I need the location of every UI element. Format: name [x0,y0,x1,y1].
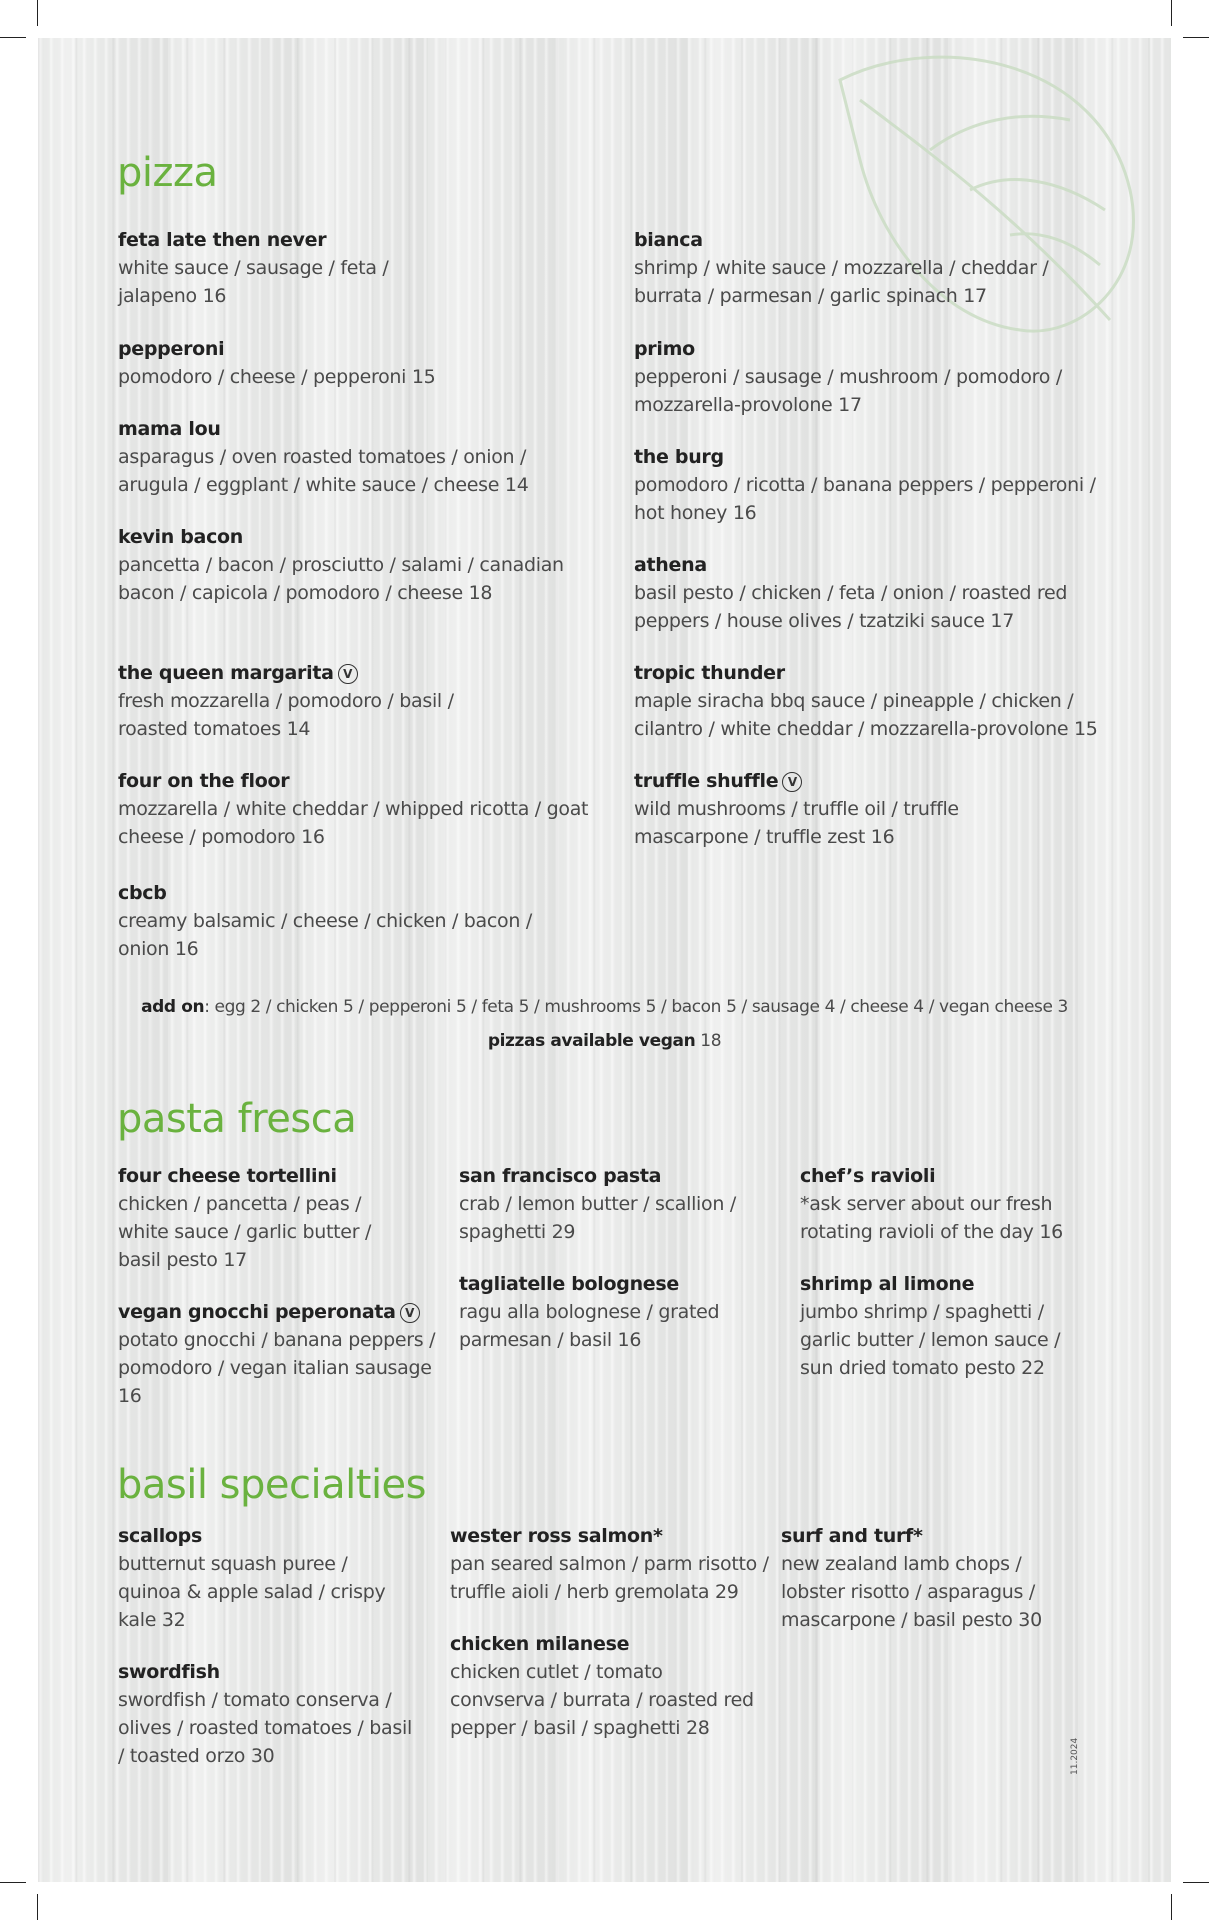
vegan-v-icon: V [338,664,358,684]
item-name: swordfish [118,1661,220,1683]
vegan-v-icon: V [782,772,802,792]
item-name-text: vegan gnocchi peperonata [118,1301,396,1323]
item-description: pancetta / bacon / prosciutto / salami / canadian bacon / capicola / pomodoro / cheese 18 [118,554,564,604]
section-title-pizza: pizza [117,150,218,196]
item-name: kevin bacon [118,526,244,548]
menu-item [800,1162,1090,1246]
crop-mark [0,37,26,38]
item-name: four on the floor [118,770,290,792]
item-description: shrimp / white sauce / mozzarella / cheddar / burrata / parmesan / garlic spinach 17 [634,257,1049,307]
item-name: surf and turf* [781,1525,923,1547]
item-description: chicken cutlet / tomato convserva / burrata / roasted red pepper / basil / spaghetti 28 [450,1661,754,1739]
item-description: basil pesto / chicken / feta / onion / roasted red peppers / house olives / tzatziki sauce 17 [634,582,1068,632]
item-description: pomodoro / ricotta / banana peppers / pepperoni / hot honey 16 [634,474,1096,524]
item-description: potato gnocchi / banana peppers / pomodoro / vegan italian sausage 16 [118,1329,436,1407]
item-name [118,1298,448,1326]
menu-item [118,1522,398,1634]
addon-text: : egg 2 / chicken 5 / pepperoni 5 / feta 5 / mushrooms 5 / bacon 5 / sausage 4 / cheese 4 / vegan cheese 3 [204,997,1068,1017]
item-name [118,659,478,687]
item-description: wild mushrooms / truffle oil / truffle mascarpone / truffle zest 16 [634,798,959,848]
item-name: the burg [634,446,724,468]
item-description: creamy balsamic / cheese / chicken / bacon / onion 16 [118,910,532,960]
item-name: chef’s ravioli [800,1165,936,1187]
item-description: pepperoni / sausage / mushroom / pomodoro / mozzarella-provolone 17 [634,366,1062,416]
item-description: chicken / pancetta / peas / white sauce / garlic butter / basil pesto 17 [118,1193,372,1271]
menu-item [118,335,538,391]
crop-mark [1183,1882,1209,1883]
crop-mark [1171,0,1172,26]
menu-item [634,226,1089,310]
menu-item [450,1630,760,1742]
crop-mark [1183,37,1209,38]
menu-item [634,443,1119,527]
vegan-note-label: pizzas available vegan [487,1031,696,1051]
section-title-pasta: pasta fresca [117,1096,357,1142]
item-name: athena [634,554,707,576]
menu-item [634,551,1104,635]
item-name: cbcb [118,882,167,904]
menu-item [634,659,1134,743]
item-name: pepperoni [118,338,225,360]
item-name: mama lou [118,418,221,440]
menu-item [450,1522,775,1606]
vegan-v-icon: V [400,1303,420,1323]
item-name: bianca [634,229,703,251]
item-name: feta late then never [118,229,327,251]
menu-item [118,879,558,963]
item-description: *ask server about our fresh rotating ravioli of the day 16 [800,1193,1063,1243]
item-name: san francisco pasta [459,1165,662,1187]
crop-mark [1171,1894,1172,1920]
menu-item [459,1270,749,1354]
addon-line [0,997,1209,1017]
menu-item [118,415,538,499]
item-name: scallops [118,1525,202,1547]
crop-mark [37,0,38,26]
item-description: jumbo shrimp / spaghetti / garlic butter / lemon sauce / sun dried tomato pesto 22 [800,1301,1061,1379]
menu-item [634,767,994,851]
item-description: crab / lemon butter / scallion / spaghetti 29 [459,1193,736,1243]
menu-item [118,1162,388,1274]
item-description: asparagus / oven roasted tomatoes / onion / arugula / eggplant / white sauce / cheese 14 [118,446,529,496]
item-name: shrimp al limone [800,1273,975,1295]
section-title-specialties: basil specialties [117,1462,426,1508]
item-name: chicken milanese [450,1633,630,1655]
crop-mark [0,1882,26,1883]
item-description: maple siracha bbq sauce / pineapple / chicken / cilantro / white cheddar / mozzarella-provolone 15 [634,690,1098,740]
menu-item [118,767,598,851]
menu-item [118,523,573,607]
item-description: pomodoro / cheese / pepperoni 15 [118,366,436,388]
item-name: four cheese tortellini [118,1165,337,1187]
item-name: wester ross salmon* [450,1525,663,1547]
item-description: mozzarella / white cheddar / whipped ricotta / goat cheese / pomodoro 16 [118,798,589,848]
vegan-note-price: 18 [695,1031,722,1051]
item-name [634,767,994,795]
crop-mark [37,1894,38,1920]
item-name: primo [634,338,695,360]
menu-item [800,1270,1090,1382]
item-name: tagliatelle bolognese [459,1273,679,1295]
menu-item [781,1522,1081,1634]
menu-item [459,1162,749,1246]
item-description: ragu alla bolognese / grated parmesan / basil 16 [459,1301,720,1351]
menu-item [634,335,1089,419]
print-code: 11.2024 [1070,1737,1080,1775]
menu-item [118,659,478,743]
vegan-note [0,1031,1209,1051]
item-description: swordfish / tomato conserva / olives / roasted tomatoes / basil / toasted orzo 30 [118,1689,412,1767]
menu-item [118,1658,418,1770]
item-description: fresh mozzarella / pomodoro / basil / roasted tomatoes 14 [118,690,454,740]
item-description: new zealand lamb chops / lobster risotto / asparagus / mascarpone / basil pesto 30 [781,1553,1042,1631]
item-description: butternut squash puree / quinoa & apple salad / crispy kale 32 [118,1553,386,1631]
item-name: tropic thunder [634,662,785,684]
item-name-text: the queen margarita [118,662,334,684]
item-description: white sauce / sausage / feta / jalapeno 16 [118,257,389,307]
addon-label: add on [141,997,205,1017]
item-description: pan seared salmon / parm risotto / truffle aioli / herb gremolata 29 [450,1553,769,1603]
menu-item [118,1298,448,1410]
item-name-text: truffle shuffle [634,770,779,792]
menu-item [118,226,418,310]
